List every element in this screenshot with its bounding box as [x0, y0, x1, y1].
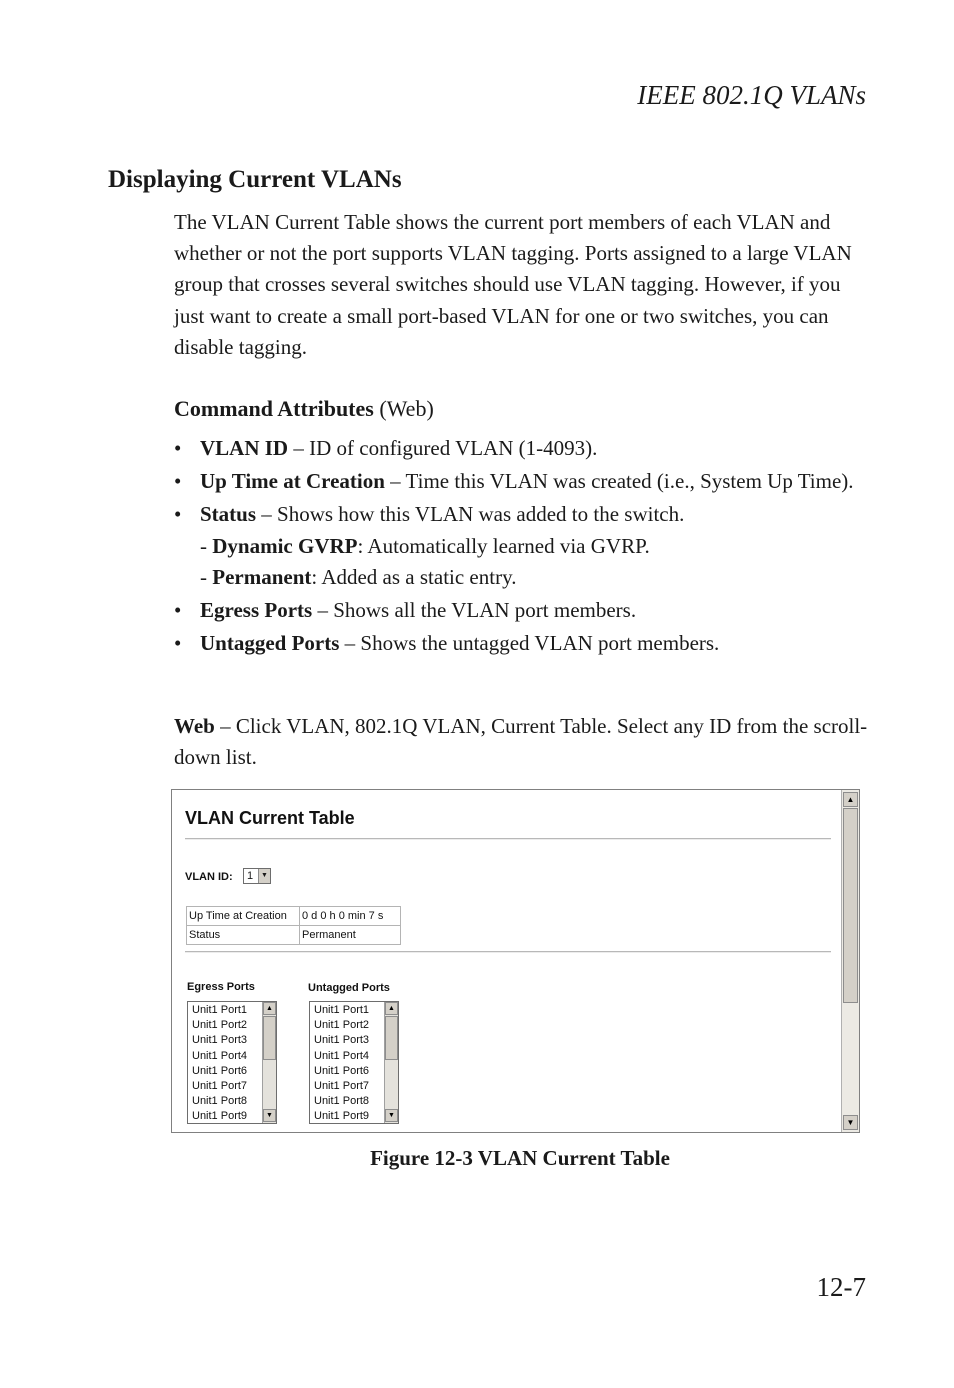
- table-row: [187, 907, 401, 926]
- scroll-thumb[interactable]: [843, 808, 858, 1003]
- untagged-ports-label: Untagged Ports: [308, 982, 390, 994]
- attribute-description: – Shows all the VLAN port members.: [312, 598, 637, 623]
- list-item[interactable]: Unit1 Port4: [314, 1049, 370, 1062]
- info-label: Status: [187, 926, 300, 945]
- attribute-term: Egress Ports: [200, 598, 313, 623]
- title-divider: [185, 838, 831, 840]
- list-item[interactable]: Unit1 Port6: [314, 1064, 370, 1077]
- list-item[interactable]: Unit1 Port9: [192, 1110, 248, 1123]
- chevron-down-icon[interactable]: ▼: [263, 1109, 276, 1122]
- attribute-item: [174, 433, 874, 464]
- info-value: 0 d 0 h 0 min 7 s: [300, 907, 401, 926]
- page-scrollbar[interactable]: [841, 790, 859, 1132]
- attribute-list: [174, 433, 874, 661]
- web-instruction: [174, 711, 874, 773]
- bullet-icon: •: [174, 598, 182, 623]
- attribute-term: Untagged Ports: [200, 631, 340, 656]
- chevron-up-icon[interactable]: ▲: [385, 1002, 398, 1015]
- chevron-down-icon[interactable]: ▼: [385, 1109, 398, 1122]
- attribute-description: – Shows how this VLAN was added to the switch.: [256, 502, 685, 527]
- egress-ports-listbox[interactable]: [187, 1001, 277, 1124]
- scroll-thumb[interactable]: [385, 1016, 398, 1060]
- vlan-current-table-screenshot: [171, 789, 860, 1133]
- scroll-thumb[interactable]: [263, 1016, 276, 1060]
- list-item[interactable]: Unit1 Port8: [314, 1095, 370, 1108]
- section-divider: [185, 951, 831, 953]
- vlan-id-label: VLAN ID:: [185, 871, 233, 883]
- figure-caption: Figure 12-3 VLAN Current Table: [370, 1146, 670, 1170]
- list-item[interactable]: Unit1 Port7: [192, 1080, 248, 1093]
- list-item[interactable]: Unit1 Port1: [314, 1004, 370, 1016]
- section-title: Displaying Current VLANs: [108, 166, 402, 193]
- web-instruction-text: – Click VLAN, 802.1Q VLAN, Current Table. Select any ID from the scroll-down list.: [174, 714, 868, 770]
- subitem-term: Permanent: [212, 564, 312, 589]
- running-header: IEEE 802.1Q VLANs: [637, 80, 866, 110]
- command-attributes-heading: [174, 396, 434, 422]
- list-item[interactable]: Unit1 Port6: [192, 1064, 248, 1077]
- chevron-down-icon[interactable]: ▼: [258, 869, 270, 883]
- subitem-prefix: -: [200, 564, 213, 589]
- list-item[interactable]: Unit1 Port2: [192, 1019, 248, 1032]
- vlan-id-select[interactable]: [243, 868, 271, 884]
- attribute-subitem: [200, 531, 874, 562]
- web-label: Web: [174, 714, 215, 738]
- untagged-scrollbar[interactable]: [384, 1002, 398, 1123]
- attribute-item: [174, 628, 874, 659]
- list-item[interactable]: Unit1 Port3: [192, 1034, 248, 1047]
- egress-ports-label: Egress Ports: [187, 981, 255, 993]
- attribute-term: VLAN ID: [200, 436, 289, 460]
- attribute-item: [174, 499, 874, 593]
- chevron-down-icon[interactable]: ▼: [843, 1115, 858, 1130]
- command-attributes-label: Command Attributes: [174, 396, 374, 421]
- attribute-item: [174, 466, 874, 497]
- vlan-info-table: [186, 906, 401, 945]
- egress-scrollbar[interactable]: [262, 1002, 276, 1123]
- list-item[interactable]: Unit1 Port7: [314, 1080, 370, 1093]
- chevron-up-icon[interactable]: ▲: [843, 792, 858, 807]
- bullet-icon: •: [174, 502, 182, 527]
- intro-paragraph: The VLAN Current Table shows the current port members of each VLAN and whether or not the port supports VLAN tagging. Ports assigned to a large VLAN group that crosses several switches should use VLAN tagging. However, if you just want to create a small port-based VLAN for one or two switches, you can disable tagging.: [174, 210, 852, 359]
- chevron-up-icon[interactable]: ▲: [263, 1002, 276, 1015]
- bullet-icon: •: [174, 469, 182, 494]
- untagged-ports-listbox[interactable]: [309, 1001, 399, 1124]
- page-number: 12-7: [816, 1272, 866, 1302]
- attribute-description: – ID of configured VLAN (1-4093).: [288, 436, 598, 460]
- subitem-description: : Automatically learned via GVRP.: [357, 533, 650, 558]
- table-row: [187, 926, 401, 945]
- subitem-description: : Added as a static entry.: [311, 564, 517, 589]
- command-attributes-context: (Web): [373, 396, 434, 421]
- bullet-icon: •: [174, 436, 182, 460]
- screenshot-title: VLAN Current Table: [185, 808, 355, 828]
- list-item[interactable]: Unit1 Port1: [192, 1004, 248, 1016]
- list-item[interactable]: Unit1 Port8: [192, 1095, 248, 1108]
- attribute-description: – Shows the untagged VLAN port members.: [339, 631, 720, 656]
- subitem-term: Dynamic GVRP: [212, 533, 358, 558]
- attribute-term: Up Time at Creation: [200, 469, 385, 494]
- list-item[interactable]: Unit1 Port2: [314, 1019, 370, 1032]
- info-label: Up Time at Creation: [187, 907, 300, 926]
- vlan-id-value: 1: [247, 870, 254, 882]
- attribute-item: [174, 595, 874, 626]
- list-item[interactable]: Unit1 Port4: [192, 1049, 248, 1062]
- attribute-description: – Time this VLAN was created (i.e., System Up Time).: [384, 469, 854, 494]
- list-item[interactable]: Unit1 Port9: [314, 1110, 370, 1123]
- list-item[interactable]: Unit1 Port3: [314, 1034, 370, 1047]
- bullet-icon: •: [174, 631, 182, 656]
- subitem-prefix: -: [200, 533, 213, 558]
- info-value: Permanent: [300, 926, 401, 945]
- attribute-term: Status: [200, 502, 257, 527]
- attribute-subitem: [200, 562, 874, 593]
